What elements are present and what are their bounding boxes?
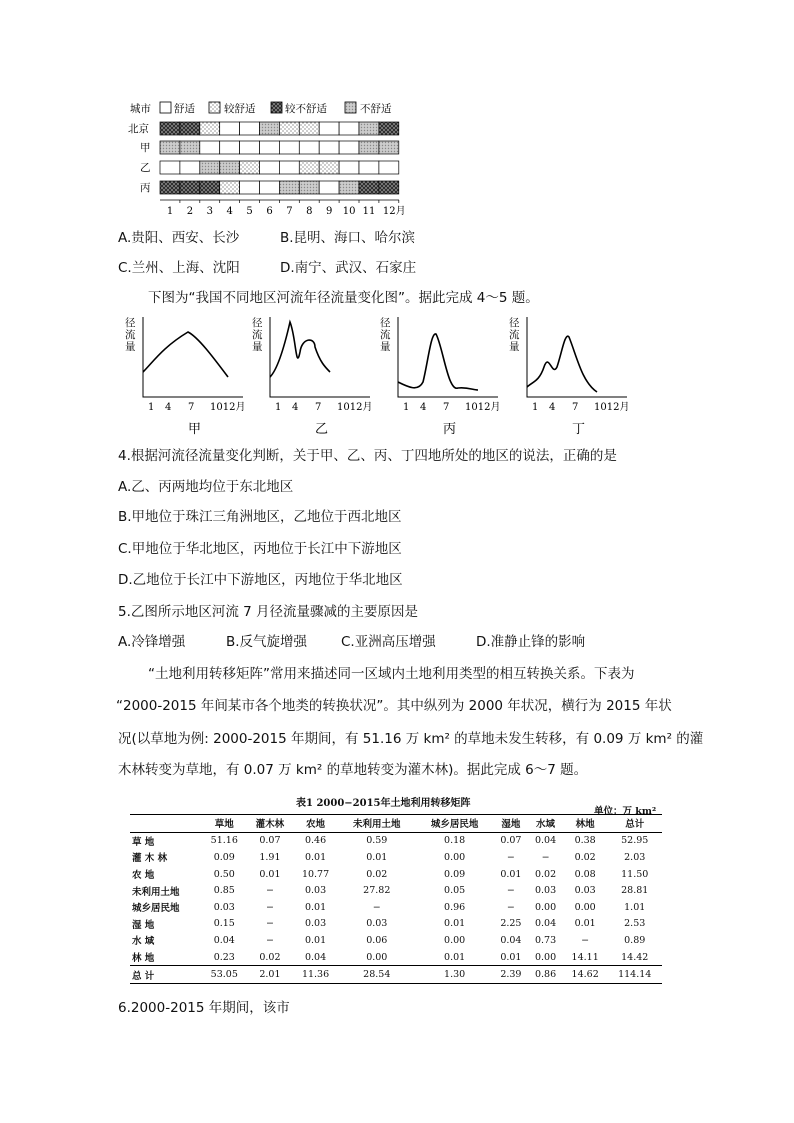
matrix-unit: 单位：万 km² bbox=[594, 806, 657, 817]
q4-stem: 4.根据河流径流量变化判断，关于甲、乙、丙、丁四地所处的地区的说法，正确的是 bbox=[118, 448, 617, 464]
matrix-cell: 0.46 bbox=[304, 835, 327, 847]
intro-matrix-line1: “土地利用转移矩阵”常用来描述同一区域内土地利用类型的相互转换关系。下表为 bbox=[148, 666, 635, 682]
q5-option-d[interactable]: D.准静止锋的影响 bbox=[476, 634, 586, 650]
matrix-cell: 2.03 bbox=[624, 851, 646, 863]
matrix-cell: − bbox=[265, 901, 274, 913]
matrix-cell: 28.81 bbox=[621, 885, 649, 897]
matrix-cell: 53.05 bbox=[210, 969, 238, 981]
comfort-cell bbox=[200, 141, 220, 154]
matrix-cell: 0.38 bbox=[574, 835, 596, 847]
runoff-xtick: 1012月 bbox=[465, 402, 501, 413]
runoff-xtick: 1 bbox=[148, 402, 155, 413]
comfort-cell bbox=[160, 141, 180, 154]
runoff-xtick: 4 bbox=[420, 402, 427, 413]
intro-matrix-line2: “2000-2015 年间某市各个地类的转换状况”。其中纵列为 2000 年状况，横行为 2015 年状 bbox=[116, 698, 672, 714]
month-tick-label: 8 bbox=[306, 206, 313, 217]
q3-options-row1 bbox=[118, 229, 416, 247]
matrix-cell: 14.62 bbox=[571, 969, 599, 981]
intro-runoff: 下图为“我国不同地区河流年径流量变化图”。据此完成 4～5 题。 bbox=[148, 290, 539, 306]
matrix-row-label: 城乡居民地 bbox=[132, 903, 180, 915]
intro-matrix-line4: 木林转变为草地，有 0.07 万 km² 的草地转变为灌木林)。据此完成 6～7 题。 bbox=[118, 762, 588, 778]
comfort-cell bbox=[299, 141, 319, 154]
q3-option-d[interactable]: D.南宁、武汉、石家庄 bbox=[280, 260, 417, 276]
matrix-cell: 0.01 bbox=[304, 901, 327, 913]
row-label-yi: 乙 bbox=[140, 162, 151, 174]
q3-option-c[interactable]: C.兰州、上海、沈阳 bbox=[118, 260, 240, 276]
comfort-cell bbox=[220, 161, 240, 174]
svg-text:不舒适: 不舒适 bbox=[360, 103, 392, 115]
matrix-cell: − bbox=[265, 918, 274, 930]
comfort-cell bbox=[339, 161, 359, 174]
matrix-cell: 2.01 bbox=[259, 969, 281, 981]
comfort-cell bbox=[299, 161, 319, 174]
month-tick-label: 2 bbox=[186, 206, 194, 217]
matrix-cell: 0.02 bbox=[574, 851, 596, 863]
comfort-cell bbox=[339, 141, 359, 154]
runoff-xtick: 4 bbox=[165, 402, 172, 413]
runoff-xtick: 4 bbox=[549, 402, 556, 413]
matrix-cell: 0.08 bbox=[574, 868, 596, 880]
matrix-cell: 0.50 bbox=[213, 868, 235, 880]
comfort-cell bbox=[240, 161, 260, 174]
matrix-cell: 114.14 bbox=[618, 969, 652, 981]
matrix-cell: 0.04 bbox=[534, 918, 557, 930]
runoff-xtick: 7 bbox=[315, 402, 322, 413]
matrix-cell: 0.05 bbox=[444, 885, 466, 897]
matrix-cell: 0.01 bbox=[444, 951, 466, 963]
matrix-cell: 0.96 bbox=[444, 901, 466, 913]
transfer-matrix-table bbox=[130, 814, 662, 984]
matrix-header-cell: 草地 bbox=[214, 819, 234, 831]
runoff-ylabel-char: 流 bbox=[125, 329, 136, 341]
legend-city: 城市 bbox=[130, 103, 151, 115]
runoff-xtick: 1 bbox=[275, 402, 282, 413]
comfort-cell bbox=[260, 181, 280, 194]
month-tick-label: 1 bbox=[166, 206, 174, 217]
matrix-header-cell: 未利用土地 bbox=[353, 819, 401, 831]
matrix-cell: 0.18 bbox=[444, 835, 466, 847]
comfort-cell bbox=[220, 122, 240, 135]
row-label-bing: 丙 bbox=[140, 182, 151, 194]
matrix-cell: 0.00 bbox=[444, 851, 466, 863]
matrix-header-cell: 灌木林 bbox=[255, 819, 285, 831]
runoff-xtick: 7 bbox=[572, 402, 579, 413]
table-row bbox=[130, 849, 662, 866]
matrix-cell: 0.02 bbox=[534, 868, 557, 880]
legend-item-fairly-comfortable bbox=[209, 102, 256, 115]
comfort-cell bbox=[180, 181, 200, 194]
comfort-cell bbox=[200, 161, 220, 174]
comfort-cell bbox=[319, 161, 339, 174]
comfort-cell bbox=[279, 141, 299, 154]
table-row bbox=[130, 916, 662, 933]
runoff-curve bbox=[527, 336, 597, 392]
runoff-ylabel-char: 径 bbox=[509, 317, 520, 329]
matrix-cell: 0.00 bbox=[574, 901, 596, 913]
runoff-curve bbox=[270, 322, 330, 377]
matrix-header-cell: 总计 bbox=[625, 819, 645, 831]
month-tick-label: 12月 bbox=[382, 206, 406, 217]
matrix-cell: 0.03 bbox=[366, 918, 388, 930]
matrix-cell: 0.01 bbox=[444, 918, 466, 930]
comfort-cell bbox=[279, 181, 299, 194]
matrix-cell: 0.00 bbox=[366, 951, 388, 963]
runoff-charts bbox=[0, 312, 794, 437]
comfort-cell bbox=[379, 181, 399, 194]
runoff-ylabel-char: 径 bbox=[380, 317, 391, 329]
runoff-xtick: 1 bbox=[532, 402, 539, 413]
matrix-cell: 0.01 bbox=[304, 934, 327, 946]
matrix-cell: 0.01 bbox=[500, 868, 522, 880]
runoff-chart-3 bbox=[380, 317, 500, 437]
matrix-cell: 0.73 bbox=[534, 934, 557, 946]
q4-option-a[interactable]: A.乙、丙两地均位于东北地区 bbox=[118, 479, 294, 495]
runoff-ylabel-char: 量 bbox=[125, 341, 136, 353]
matrix-cell: 1.30 bbox=[444, 969, 466, 981]
comfort-cell bbox=[180, 122, 200, 135]
comfort-cell bbox=[319, 122, 339, 135]
matrix-cell: 0.23 bbox=[213, 951, 235, 963]
matrix-header-cell: 城乡居民地 bbox=[430, 819, 479, 831]
month-tick-label: 11 bbox=[362, 206, 376, 217]
matrix-cell: − bbox=[541, 851, 550, 863]
matrix-cell: 28.54 bbox=[363, 969, 391, 981]
comfort-cell bbox=[260, 122, 280, 135]
matrix-cell: 0.15 bbox=[213, 918, 235, 930]
matrix-cell: 0.09 bbox=[213, 851, 235, 863]
q5-options bbox=[118, 633, 586, 651]
runoff-ylabel-char: 流 bbox=[380, 329, 391, 341]
matrix-cell: 0.59 bbox=[366, 835, 388, 847]
comfort-cell bbox=[180, 161, 200, 174]
matrix-row-label: 农 地 bbox=[132, 870, 155, 882]
matrix-cell: 0.03 bbox=[304, 918, 327, 930]
matrix-header-cell: 湿地 bbox=[501, 819, 521, 831]
matrix-cell: 0.01 bbox=[500, 951, 522, 963]
matrix-cell: − bbox=[506, 851, 515, 863]
matrix-cell: 14.11 bbox=[571, 951, 599, 963]
matrix-cell: 0.02 bbox=[366, 868, 388, 880]
month-tick-label: 9 bbox=[326, 206, 333, 217]
q4-option-d[interactable]: D.乙地位于长江中下游地区，丙地位于华北地区 bbox=[118, 572, 403, 588]
svg-text:较不舒适: 较不舒适 bbox=[285, 103, 327, 115]
runoff-curve bbox=[143, 332, 228, 377]
runoff-ylabel-char: 流 bbox=[252, 329, 263, 341]
legend-item-comfortable bbox=[160, 102, 195, 115]
matrix-row-label: 灌 木 林 bbox=[132, 853, 168, 865]
table-row bbox=[130, 932, 662, 949]
comfort-cell bbox=[160, 122, 180, 135]
matrix-cell: 11.36 bbox=[301, 969, 330, 981]
comfort-cell bbox=[180, 141, 200, 154]
table-row bbox=[130, 832, 662, 849]
matrix-cell: 0.01 bbox=[366, 851, 388, 863]
matrix-cell: 0.00 bbox=[444, 934, 466, 946]
matrix-cell: 51.16 bbox=[210, 835, 238, 847]
matrix-cell: 0.03 bbox=[304, 885, 327, 897]
matrix-cell: − bbox=[506, 885, 515, 897]
matrix-cell: 10.77 bbox=[301, 868, 330, 880]
runoff-chart-name: 甲 bbox=[188, 422, 202, 437]
q5-stem: 5.乙图所示地区河流 7 月径流量骤减的主要原因是 bbox=[118, 604, 419, 620]
matrix-cell: 0.86 bbox=[534, 969, 557, 981]
comfort-cell bbox=[299, 122, 319, 135]
matrix-header-cell: 林地 bbox=[575, 819, 595, 831]
matrix-cell: 0.01 bbox=[304, 851, 327, 863]
legend-item-fairly-uncomfortable bbox=[271, 102, 327, 115]
matrix-cell: 0.07 bbox=[500, 835, 522, 847]
matrix-cell: 0.02 bbox=[259, 951, 281, 963]
runoff-ylabel-char: 径 bbox=[252, 317, 263, 329]
matrix-cell: 2.25 bbox=[500, 918, 522, 930]
month-tick-label: 4 bbox=[226, 206, 233, 217]
comfort-cell bbox=[220, 181, 240, 194]
matrix-cell: 0.04 bbox=[500, 934, 522, 946]
comfort-cell bbox=[200, 181, 220, 194]
month-tick-label: 6 bbox=[266, 206, 273, 217]
runoff-xtick: 1012月 bbox=[210, 402, 246, 413]
comfort-cell bbox=[359, 141, 379, 154]
comfort-cell bbox=[319, 141, 339, 154]
month-tick-label: 10 bbox=[342, 206, 356, 217]
q5-option-a[interactable]: A.冷锋增强 bbox=[118, 634, 186, 650]
runoff-chart-name: 乙 bbox=[315, 422, 329, 437]
comfort-cell bbox=[279, 122, 299, 135]
table-row bbox=[130, 966, 662, 984]
runoff-chart-1 bbox=[125, 317, 245, 437]
runoff-ylabel-char: 量 bbox=[380, 341, 391, 353]
matrix-cell: 0.04 bbox=[534, 835, 557, 847]
svg-text:较舒适: 较舒适 bbox=[224, 103, 256, 115]
table-row bbox=[130, 949, 662, 966]
runoff-xtick: 1012月 bbox=[594, 402, 630, 413]
table-row bbox=[130, 882, 662, 899]
matrix-cell: − bbox=[265, 885, 274, 897]
q4-option-b[interactable]: B.甲地位于珠江三角洲地区，乙地位于西北地区 bbox=[118, 509, 402, 525]
q5-option-b[interactable]: B.反气旋增强 bbox=[226, 634, 308, 650]
matrix-cell: 11.50 bbox=[621, 868, 649, 880]
comfort-cell bbox=[260, 141, 280, 154]
intro-matrix-line3: 况(以草地为例: 2000-2015 年期间，有 51.16 万 km² 的草地未发生转移，有 0.09 万 km² 的灌 bbox=[118, 731, 704, 747]
q3-option-a[interactable]: A.贵阳、西安、长沙 bbox=[118, 230, 240, 246]
matrix-row-label: 未利用土地 bbox=[132, 886, 180, 898]
runoff-xtick: 4 bbox=[292, 402, 299, 413]
svg-text:舒适: 舒适 bbox=[174, 103, 195, 115]
q4-option-c[interactable]: C.甲地位于华北地区，丙地位于长江中下游地区 bbox=[118, 541, 402, 557]
matrix-cell: 14.42 bbox=[621, 951, 649, 963]
comfort-cell bbox=[260, 161, 280, 174]
matrix-row-label: 林 地 bbox=[132, 953, 155, 965]
matrix-cell: 2.53 bbox=[624, 918, 646, 930]
matrix-cell: 0.01 bbox=[574, 918, 596, 930]
comfort-cell bbox=[319, 181, 339, 194]
comfort-cell bbox=[220, 141, 240, 154]
runoff-xtick: 1012月 bbox=[337, 402, 373, 413]
row-label-beijing: 北京 bbox=[128, 123, 149, 135]
matrix-cell: 0.85 bbox=[213, 885, 235, 897]
month-axis bbox=[167, 200, 406, 217]
runoff-chart-4 bbox=[509, 317, 629, 437]
matrix-cell: 0.06 bbox=[366, 934, 388, 946]
matrix-cell: 0.03 bbox=[213, 901, 235, 913]
comfort-cell bbox=[160, 181, 180, 194]
matrix-cell: 0.03 bbox=[574, 885, 596, 897]
matrix-row-label: 水 域 bbox=[132, 936, 155, 948]
comfort-cell bbox=[240, 141, 260, 154]
runoff-chart-2 bbox=[252, 317, 372, 437]
runoff-xtick: 1 bbox=[403, 402, 410, 413]
month-tick-label: 7 bbox=[286, 206, 293, 217]
matrix-cell: 0.89 bbox=[624, 934, 646, 946]
comfort-cell bbox=[359, 181, 379, 194]
runoff-xtick: 7 bbox=[443, 402, 450, 413]
q5-option-c[interactable]: C.亚洲高压增强 bbox=[341, 634, 436, 650]
matrix-cell: − bbox=[265, 934, 274, 946]
matrix-header-cell: 农地 bbox=[306, 819, 326, 831]
comfort-chart bbox=[0, 0, 794, 230]
runoff-ylabel-char: 量 bbox=[509, 341, 520, 353]
comfort-cell bbox=[379, 141, 399, 154]
matrix-cell: 0.00 bbox=[534, 951, 557, 963]
matrix-cell: 0.07 bbox=[259, 835, 281, 847]
matrix-cell: 1.01 bbox=[624, 901, 646, 913]
comfort-cell bbox=[240, 122, 260, 135]
comfort-cell bbox=[279, 161, 299, 174]
runoff-ylabel-char: 径 bbox=[125, 317, 136, 329]
matrix-cell: 0.01 bbox=[259, 868, 281, 880]
comfort-bars bbox=[160, 122, 399, 194]
month-tick-label: 5 bbox=[246, 206, 253, 217]
matrix-cell: − bbox=[372, 901, 381, 913]
runoff-ylabel-char: 量 bbox=[252, 341, 263, 353]
table-row bbox=[130, 866, 662, 883]
comfort-cell bbox=[339, 181, 359, 194]
month-tick-label: 3 bbox=[206, 206, 213, 217]
comfort-cell bbox=[359, 161, 379, 174]
matrix-header-cell bbox=[130, 815, 202, 833]
row-label-jia: 甲 bbox=[140, 142, 151, 154]
q3-options-row2 bbox=[118, 259, 417, 277]
matrix-cell: 27.82 bbox=[363, 885, 391, 897]
comfort-cell bbox=[359, 122, 379, 135]
matrix-cell: 0.03 bbox=[534, 885, 557, 897]
legend-item-uncomfortable bbox=[345, 102, 392, 115]
matrix-cell: 0.00 bbox=[534, 901, 557, 913]
comfort-cell bbox=[379, 161, 399, 174]
matrix-cell: 0.04 bbox=[213, 934, 235, 946]
comfort-cell bbox=[240, 181, 260, 194]
matrix-cell: 52.95 bbox=[621, 835, 649, 847]
table-row bbox=[130, 899, 662, 916]
matrix-cell: 0.09 bbox=[444, 868, 466, 880]
matrix-row-label: 总 计 bbox=[132, 970, 155, 982]
matrix-row-label: 湿 地 bbox=[132, 919, 155, 931]
comfort-cell bbox=[379, 122, 399, 135]
comfort-cell bbox=[299, 181, 319, 194]
q6-stem: 6.2000-2015 年期间，该市 bbox=[118, 1000, 290, 1016]
comfort-cell bbox=[160, 161, 180, 174]
matrix-cell: 0.04 bbox=[304, 951, 327, 963]
matrix-row-label: 草 地 bbox=[132, 836, 155, 848]
matrix-cell: 2.39 bbox=[500, 969, 522, 981]
matrix-cell: 1.91 bbox=[259, 851, 281, 863]
q3-option-b[interactable]: B.昆明、海口、哈尔滨 bbox=[280, 230, 416, 246]
comfort-cell bbox=[339, 122, 359, 135]
matrix-cell: − bbox=[506, 901, 515, 913]
matrix-cell: − bbox=[581, 934, 590, 946]
runoff-xtick: 7 bbox=[188, 402, 195, 413]
runoff-chart-name: 丁 bbox=[572, 422, 586, 437]
comfort-cell bbox=[200, 122, 220, 135]
runoff-ylabel-char: 流 bbox=[509, 329, 520, 341]
matrix-header-cell: 水域 bbox=[536, 819, 556, 831]
matrix-title: 表1 2000−2015年土地利用转移矩阵 bbox=[296, 798, 471, 809]
runoff-chart-name: 丙 bbox=[443, 422, 457, 437]
runoff-curve bbox=[398, 334, 478, 390]
